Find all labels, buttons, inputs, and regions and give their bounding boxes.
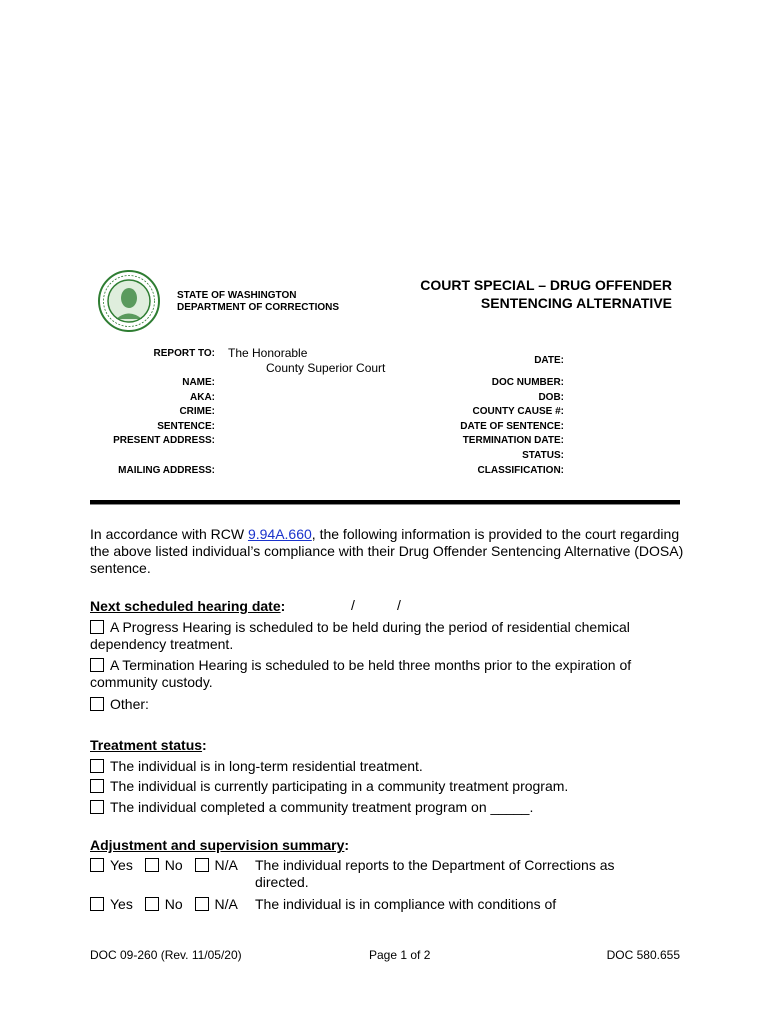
agency-name [177,290,339,314]
hearing-heading [90,597,285,615]
treatment-option-community [90,778,568,795]
classification-label: CLASSIFICATION: [477,464,564,476]
treatment-residential-checkbox[interactable] [90,759,104,773]
form-id: DOC 09-260 (Rev. 11/05/20) [90,948,242,962]
document-title-line-1: COURT SPECIAL – DRUG OFFENDER [420,277,672,293]
reports-yes-label: Yes [110,857,133,873]
adjustment-heading-text: Adjustment and supervision summary [90,837,345,853]
reports-item-text: The individual reports to the Department of Corrections as directed. [255,857,615,890]
hearing-heading-colon: : [280,598,286,614]
treatment-completed-text: The individual completed a community treatment program on _____. [110,799,534,815]
intro-text-end: , the following information is provided to the court regarding the above listed individual’s compliance with their Drug Offender Sentencing Alternative (DOSA) sentence. [90,526,684,576]
sentence-label: SENTENCE: [157,420,215,432]
policy-number: DOC 580.655 [606,948,680,962]
compliance-item-text: The individual is in compliance with conditions of [255,896,557,912]
compliance-no-checkbox[interactable] [145,897,159,911]
reports-yes-checkbox[interactable] [90,858,104,872]
other-hearing-option [90,696,149,713]
treatment-heading-colon: : [202,737,207,753]
name-label: NAME: [182,377,215,388]
treatment-option-residential [90,758,423,775]
treatment-residential-text: The individual is in long-term residential treatment. [110,758,423,774]
termination-hearing-checkbox[interactable] [90,658,104,672]
date-label: DATE: [534,355,564,366]
treatment-option-completed [90,799,533,816]
treatment-community-checkbox[interactable] [90,779,104,793]
other-hearing-checkbox[interactable] [90,697,104,711]
termination-date-label: TERMINATION DATE: [462,435,564,447]
date-of-sentence-label: DATE OF SENTENCE: [460,420,564,432]
adjustment-heading-colon: : [344,837,350,853]
document-title-line-2: SENTENCING ALTERNATIVE [480,295,672,311]
progress-hearing-text: A Progress Hearing is scheduled to be held during the period of residential chemical dependency treatment. [90,619,630,652]
crime-label: CRIME: [179,406,215,418]
adjustment-row-1 [90,857,238,874]
status-label: STATUS: [522,449,564,461]
compliance-yes-label: Yes [110,896,133,912]
washington-state-seal-icon [98,270,160,332]
aka-label: AKA: [190,391,215,403]
rcw-link[interactable]: 9.94A.660 [247,526,312,542]
reports-no-label: No [164,857,183,873]
treatment-heading-text: Treatment status [90,737,203,753]
report-to-value-1: The Honorable [228,346,308,360]
agency-line-2: DEPARTMENT OF CORRECTIONS [177,302,340,313]
compliance-na-checkbox[interactable] [195,897,209,911]
treatment-completed-checkbox[interactable] [90,800,104,814]
compliance-yes-checkbox[interactable] [90,897,104,911]
adjustment-heading [90,836,349,854]
intro-text-start: In accordance with RCW [90,526,248,542]
hearing-date-slash-1: / [351,597,355,613]
section-divider [90,500,680,505]
agency-line-1: STATE OF WASHINGTON [177,290,297,301]
right-info-labels [460,376,564,478]
termination-hearing-option [90,657,690,691]
compliance-no-label: No [164,896,183,912]
mailing-address-label: MAILING ADDRESS: [118,465,215,476]
progress-hearing-option [90,619,690,653]
adjustment-row-2 [90,896,238,913]
reports-no-checkbox[interactable] [145,858,159,872]
document-title [420,276,672,312]
treatment-heading [90,736,207,754]
treatment-community-text: The individual is currently participating in a community treatment program. [110,778,569,794]
hearing-date-slash-2: / [397,597,401,613]
present-address-label: PRESENT ADDRESS: [113,435,215,447]
termination-hearing-text: A Termination Hearing is scheduled to be held three months prior to the expiration of community custody. [90,657,632,690]
compliance-na-label: N/A [214,896,238,912]
reports-na-label: N/A [214,857,238,873]
county-cause-label: COUNTY CAUSE #: [472,406,564,418]
reports-na-checkbox[interactable] [195,858,209,872]
report-to-value-2: County Superior Court [266,361,386,375]
report-to-label: REPORT TO: [153,348,215,359]
page-number: Page 1 of 2 [369,948,431,962]
left-info-labels [113,376,215,449]
other-hearing-text: Other: [110,696,149,712]
progress-hearing-checkbox[interactable] [90,620,104,634]
intro-paragraph [90,526,690,577]
doc-number-label: DOC NUMBER: [491,377,564,388]
dob-label: DOB: [538,391,564,403]
hearing-heading-text: Next scheduled hearing date [90,598,281,614]
